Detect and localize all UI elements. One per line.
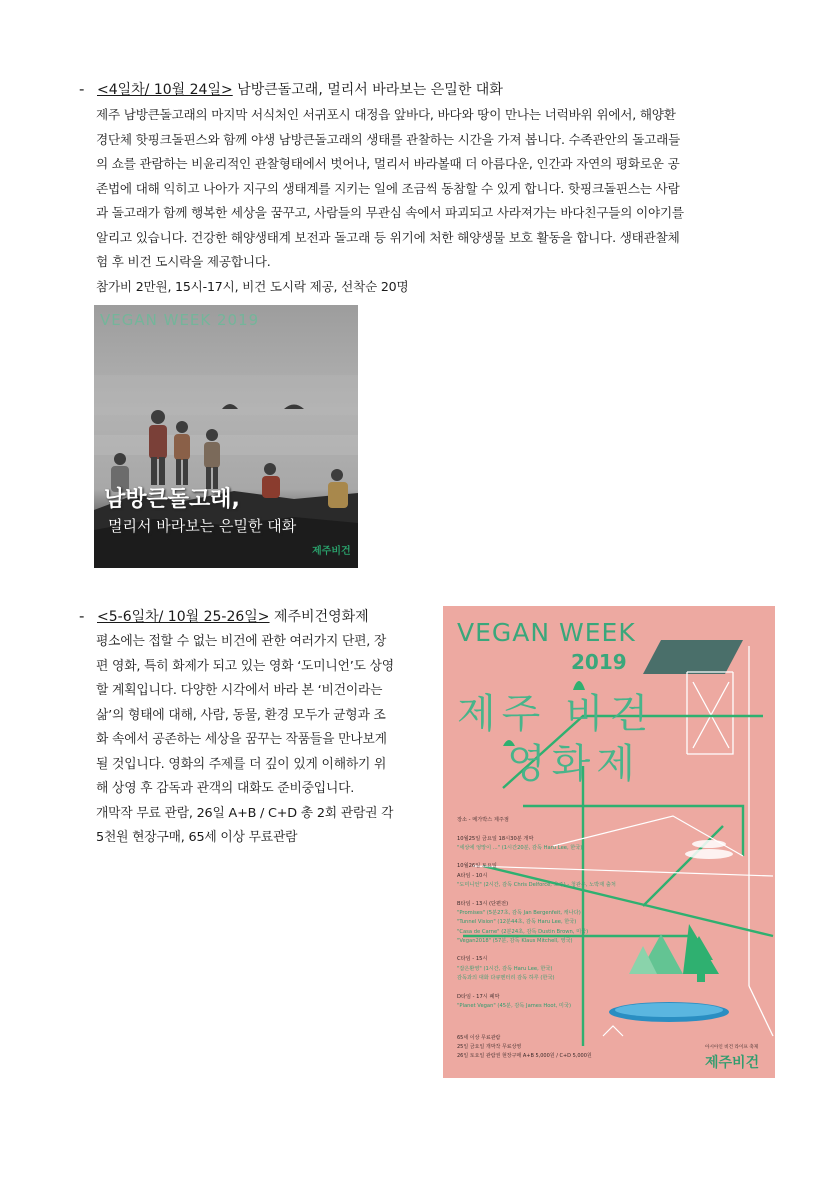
- poster-title: VEGAN WEEK: [457, 618, 636, 647]
- poster-schedule-line: 장소 - 메가박스 제주점: [457, 817, 509, 823]
- section1-line: 경단체 핫핑크돌핀스와 함께 야생 남방큰돌고래의 생태를 관찰하는 시간을 가져 봅니다. 수족관안의 돌고래들: [96, 131, 681, 147]
- poster-schedule-line: "세상에 엉망이 ..." (1시간20분, 감독 Haru Lee, 한국): [457, 844, 583, 851]
- poster-schedule-line: "Vegan2018" (57분, 감독 Klaus Mitchell, 영국): [457, 937, 573, 944]
- section1-line: 알리고 있습니다. 건강한 해양생태계 보전과 돌고래 등 위기에 처한 해양생물 보호 활동을 합니다. 생태관찰체: [96, 229, 680, 245]
- section1-line: 과 돌고래가 함께 행복한 세상을 꿈꾸고, 사람들의 무관심 속에서 파괴되고 사라져가는 바다친구들의 이야기를: [96, 205, 684, 220]
- section2-bullet: -: [79, 607, 85, 625]
- section2-heading-date: <5-6일차/ 10월 25-26일>: [97, 609, 270, 625]
- poster-logo-caption: 아시아인 비건 라이프 축제: [705, 1045, 759, 1050]
- poster-film-festival: 영화제: [507, 741, 641, 787]
- section2-line: 해 상영 후 감독과 관객의 대화도 준비중입니다.: [96, 781, 355, 796]
- section2-line: 5천원 현장구매, 65세 이상 무료관람: [96, 830, 298, 845]
- poster-schedule-line: C타임 - 15시: [457, 956, 488, 963]
- poster-footer-line: 26일 토요일 관람권 현장구매 A+B 5,000원 / C+D 5,000원: [457, 1053, 592, 1059]
- section1-heading: [97, 80, 503, 100]
- poster-schedule-line: D타임 - 17시 폐막: [457, 993, 500, 1000]
- section2-heading: [97, 607, 369, 627]
- poster-schedule-line: [457, 853, 616, 862]
- poster-schedule-line: A타임 - 10시: [457, 872, 488, 879]
- section1-line: 의 쇼를 관람하는 비윤리적인 관찰형태에서 벗어나, 멀리서 바라볼때 더 아름다운, 인간과 자연의 평화로운 공: [96, 156, 680, 171]
- poster-schedule: [457, 816, 616, 1011]
- poster-schedule-line: [457, 983, 616, 992]
- poster-jeju-vegan: 제주 비건: [457, 691, 655, 737]
- poster-schedule-line: "Tunnel Vision" (12분44초, 감독 Haru Lee, 한국): [457, 919, 577, 926]
- poster-schedule-line: [457, 946, 616, 955]
- section2-line: 평소에는 접할 수 없는 비건에 관한 여러가지 단편, 장: [96, 634, 387, 649]
- poster-schedule-line: "Promises" (5분27초, 감독 Jan Bergenfeit, 캐나다): [457, 909, 581, 916]
- section2-line: 될 것입니다. 영화의 주제를 더 깊이 있게 이해하기 위: [96, 756, 387, 772]
- section2-line: 화 속에서 공존하는 세상을 꿈꾸는 작품들을 만나보게: [96, 732, 387, 747]
- poster-schedule-line: [457, 890, 616, 899]
- section2-heading-title: 제주비건영화제: [269, 609, 369, 625]
- film-festival-poster: [443, 606, 775, 1078]
- poster-schedule-line: "Casa de Carne" (2분24초, 감독 Dustin Brown, 미국): [457, 928, 589, 935]
- section1-heading-title: 남방큰돌고래, 멀리서 바라보는 은밀한 대화: [232, 82, 503, 98]
- poster-schedule-line: 10월25일 금요일 18시30분 개막: [457, 835, 534, 842]
- jeju-vegan-logo: 제주비건: [312, 546, 351, 557]
- photo-overlay-subtitle: 멀리서 바라보는 은밀한 대화: [108, 517, 297, 535]
- section2-line: 개막작 무료 관람, 26일 A+B / C+D 총 2회 관람권 각: [96, 805, 394, 821]
- section1-line: 존법에 대해 익히고 나아가 지구의 생태계를 지키는 일에 조금씩 동참할 수 있게 합니다. 핫핑크돌핀스는 사람: [96, 180, 680, 196]
- poster-year: 2019: [571, 650, 627, 674]
- section1-line: 험 후 비건 도시락을 제공합니다.: [96, 254, 271, 269]
- poster-schedule-line: B타임 - 13시 (단편전): [457, 900, 509, 907]
- vegan-week-watermark: VEGAN WEEK 2019: [100, 311, 260, 329]
- section2-paragraph: [96, 630, 394, 851]
- section1-bullet: -: [79, 80, 85, 98]
- section1-paragraph: [96, 103, 684, 299]
- section2-line: 편 영화, 특히 화제가 되고 있는 영화 ‘도미니언’도 상영: [96, 658, 394, 674]
- section1-heading-date: <4일차/ 10월 24일>: [97, 82, 233, 98]
- poster-schedule-line: "Planet Vegan" (45분, 감독 James Hoot, 미국): [457, 1002, 571, 1009]
- poster-schedule-line: "잡은환영" (1시간, 감독 Haru Lee, 한국): [457, 965, 553, 972]
- poster-schedule-line: 감독과의 대화 다큐멘터리 감독 하루 (한국): [457, 975, 555, 982]
- poster-schedule-line: [457, 825, 616, 834]
- poster-footer-line: 25일 금요일 개막작 무료상영: [457, 1044, 522, 1050]
- section1-line: 제주 남방큰돌고래의 마지막 서식처인 서귀포시 대정읍 앞바다, 바다와 땅이 만나는 너럭바위 위에서, 해양환: [96, 107, 676, 122]
- dolphin-watching-photo: [94, 305, 358, 568]
- tree-icons: [629, 924, 719, 982]
- poster-schedule-line: "도미니언" (2시간, 감독 Chris Delforce, 호주) - 청관우, 노박재 출처: [457, 882, 616, 889]
- poster-footer-line: 65세 이상 무료관람: [457, 1035, 501, 1041]
- photo-overlay-title: 남방큰돌고래,: [104, 487, 240, 512]
- section2-line: 삶’의 형태에 대해, 사람, 동물, 환경 모두가 균형과 조: [96, 707, 386, 723]
- section1-line: 참가비 2만원, 15시-17시, 비건 도시락 제공, 선착순 20명: [96, 278, 409, 294]
- poster-schedule-line: 10월26일 토요일: [457, 863, 497, 870]
- poster-jeju-vegan-logo: 제주비건: [705, 1055, 760, 1071]
- section2-line: 할 계획입니다. 다양한 시각에서 바라 본 ‘비건이라는: [96, 683, 383, 698]
- poster-footer: [457, 1034, 592, 1061]
